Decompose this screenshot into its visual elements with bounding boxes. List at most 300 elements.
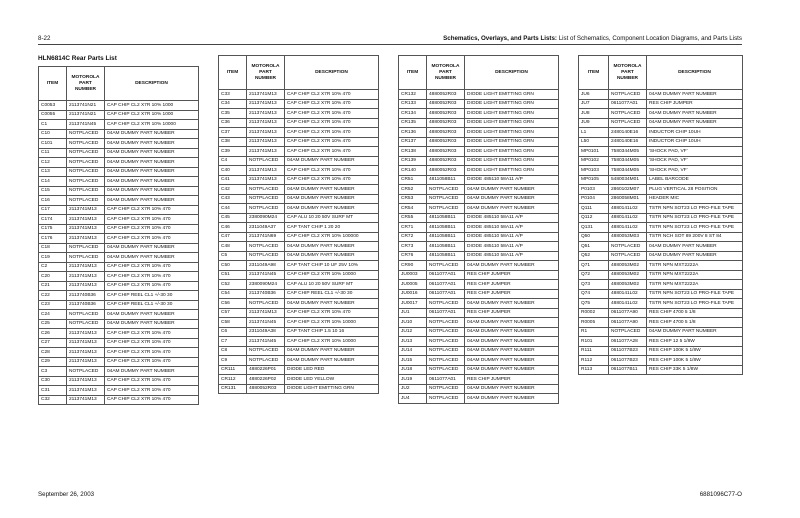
table-row — [399, 384, 559, 394]
part-number-cell: NOTPLACED — [427, 299, 465, 309]
description-cell: CAP CHIP CL2 X7R 10% 470 — [105, 205, 199, 215]
item-cell: CR138 — [399, 147, 427, 157]
description-cell: 04AM DUMMY PART NUMBER — [105, 196, 199, 206]
description-cell: 04AM DUMMY PART NUMBER — [647, 109, 743, 119]
part-number-cell: 4880053M02 — [609, 270, 647, 280]
table-row — [579, 232, 743, 242]
table-row — [39, 329, 199, 339]
description-cell: TSTR NPN SOT23 LO PRO-FILE TAPE — [647, 299, 743, 309]
item-cell: JU0005 — [399, 280, 427, 290]
part-number-cell: 0611077B23 — [609, 346, 647, 356]
table-row — [219, 90, 379, 100]
item-cell: JU0016 — [399, 289, 427, 299]
table-row — [399, 109, 559, 119]
table-row — [219, 346, 379, 356]
table-row — [579, 175, 743, 185]
part-number-cell: 7580344M05 — [609, 166, 647, 176]
part-number-cell: 4880052R03 — [427, 137, 465, 147]
description-cell: TSTR NPN MXT2222A — [647, 261, 743, 271]
description-cell: CAP CHIP CL2 X7R 10% 470 — [105, 338, 199, 348]
table-row — [39, 224, 199, 234]
column-header-item: ITEM — [399, 56, 427, 90]
item-cell: MP0105 — [579, 175, 609, 185]
item-cell: C34 — [219, 99, 247, 109]
description-cell: RES CHIP 33K 5 1/8W — [647, 365, 743, 375]
table-row — [579, 261, 743, 271]
table-row — [579, 128, 743, 138]
part-number-cell: 7580344M05 — [609, 147, 647, 157]
item-cell: JU0003 — [399, 270, 427, 280]
part-number-cell: NOTPLACED — [67, 186, 105, 196]
description-cell: 04AM DUMMY PART NUMBER — [105, 310, 199, 320]
part-number-cell: NOTPLACED — [427, 356, 465, 366]
part-number-cell: NOTPLACED — [67, 196, 105, 206]
part-number-cell: 0611077A28 — [609, 337, 647, 347]
description-cell: 04AM DUMMY PART NUMBER — [647, 242, 743, 252]
description-cell: 04AM DUMMY PART NUMBER — [465, 356, 559, 366]
part-number-cell: 2113741M13 — [67, 262, 105, 272]
table-row — [399, 232, 559, 242]
table-row — [219, 375, 379, 385]
table-row — [399, 156, 559, 166]
part-number-cell: 7580344M05 — [609, 156, 647, 166]
part-number-cell: 0611077A01 — [427, 308, 465, 318]
column-header-part-number: MOTOROLA PART NUMBER — [67, 67, 105, 101]
part-number-cell: NOTPLACED — [67, 158, 105, 168]
header-title-bold: Schematics, Overlays, and Parts Lists: — [443, 35, 557, 42]
item-cell: R111 — [579, 346, 609, 356]
column-header-part-number: MOTOROLA PART NUMBER — [247, 56, 285, 90]
item-cell: JU8 — [579, 109, 609, 119]
part-number-cell: 2113741M13 — [247, 99, 285, 109]
part-number-cell: NOTPLACED — [247, 242, 285, 252]
item-cell: C9 — [219, 356, 247, 366]
description-cell: 04AM DUMMY PART NUMBER — [647, 90, 743, 100]
item-cell: C32 — [39, 395, 67, 405]
table-row — [219, 299, 379, 309]
description-cell: 04AM DUMMY PART NUMBER — [465, 394, 559, 404]
table-row — [39, 196, 199, 206]
table-row — [579, 280, 743, 290]
part-number-cell: 4880226P01 — [247, 365, 285, 375]
description-cell: 04AM DUMMY PART NUMBER — [285, 185, 379, 195]
parts-table — [398, 55, 559, 404]
item-cell: L1 — [579, 128, 609, 138]
part-number-cell: 4880052R03 — [427, 99, 465, 109]
table-row — [39, 300, 199, 310]
item-cell: CR111 — [219, 365, 247, 375]
table-row — [399, 394, 559, 404]
part-number-cell: 4811058B11 — [427, 223, 465, 233]
table-row — [399, 213, 559, 223]
table-row — [219, 137, 379, 147]
item-cell: C24 — [39, 310, 67, 320]
description-cell: CAP CHIP CL2 X7R 10% 470 — [105, 215, 199, 225]
item-cell: MP0103 — [579, 166, 609, 176]
item-cell: CR51 — [399, 175, 427, 185]
item-cell: JU7 — [579, 99, 609, 109]
part-number-cell: 2311049A38 — [247, 327, 285, 337]
item-cell: C18 — [39, 243, 67, 253]
item-cell: C15 — [39, 186, 67, 196]
table-row — [579, 289, 743, 299]
column-header-description: DESCRIPTION — [285, 56, 379, 90]
part-number-cell: NOTPLACED — [427, 194, 465, 204]
description-cell: 'SHOCK PAD, VF' — [647, 156, 743, 166]
item-cell: CR136 — [399, 128, 427, 138]
description-cell: HEADER MIC — [647, 194, 743, 204]
item-cell: Q74 — [579, 289, 609, 299]
item-cell: C28 — [39, 348, 67, 358]
table-row — [39, 186, 199, 196]
table-row — [219, 99, 379, 109]
table-row — [219, 308, 379, 318]
part-number-cell: 2480140E16 — [609, 128, 647, 138]
item-cell: C39 — [219, 147, 247, 157]
item-cell: CR139 — [399, 156, 427, 166]
part-number-cell: 2113741N45 — [247, 337, 285, 347]
table-row — [39, 158, 199, 168]
description-cell: RES CHIP JUMPER — [465, 289, 559, 299]
description-cell: RES CHIP JUMPER — [465, 280, 559, 290]
item-cell: Q112 — [579, 213, 609, 223]
part-number-cell: 2113741M13 — [247, 175, 285, 185]
part-number-cell: 2860058M01 — [609, 194, 647, 204]
description-cell: RES CHIP JUMPER — [647, 99, 743, 109]
part-number-cell: NOTPLACED — [67, 148, 105, 158]
parts-table — [578, 55, 743, 375]
description-cell: CAP CHIP CL2 X7R 10% 470 — [105, 376, 199, 386]
footer-date: September 26, 2003 — [38, 491, 95, 498]
table-row — [39, 215, 199, 225]
part-number-cell: 4880053M02 — [609, 261, 647, 271]
description-cell: 04AM DUMMY PART NUMBER — [105, 139, 199, 149]
column-header-item: ITEM — [39, 67, 67, 101]
item-cell: JU19 — [399, 375, 427, 385]
description-cell: RES CHIP JUMPER — [465, 375, 559, 385]
item-cell: CR140 — [399, 166, 427, 176]
description-cell: 04AM DUMMY PART NUMBER — [465, 299, 559, 309]
part-number-cell: NOTPLACED — [427, 394, 465, 404]
description-cell: CAP TANT CHIP 1.5 10 16 — [285, 327, 379, 337]
item-cell: C31 — [39, 386, 67, 396]
table-row — [579, 99, 743, 109]
item-cell: Q131 — [579, 223, 609, 233]
table-row — [579, 242, 743, 252]
description-cell: DIODE 485110 58A11 A/P — [465, 175, 559, 185]
description-cell: DIODE LIGHT EMITTING GRN — [465, 128, 559, 138]
description-cell: CAP CHIP CL2 X7R 10% 470 — [105, 272, 199, 282]
table-row — [39, 243, 199, 253]
item-cell: C27 — [39, 338, 67, 348]
item-cell: CR54 — [399, 204, 427, 214]
header-title — [443, 35, 742, 42]
part-number-cell: 2113741M13 — [67, 329, 105, 339]
part-number-cell: NOTPLACED — [427, 384, 465, 394]
part-number-cell: 2113741N21 — [67, 101, 105, 111]
item-cell: C44 — [219, 204, 247, 214]
table-row — [399, 346, 559, 356]
part-number-cell: 4880052R03 — [427, 128, 465, 138]
table-row — [39, 386, 199, 396]
table-row — [39, 110, 199, 120]
description-cell: 04AM DUMMY PART NUMBER — [105, 319, 199, 329]
description-cell: 04AM DUMMY PART NUMBER — [105, 367, 199, 377]
description-cell: 04AM DUMMY PART NUMBER — [285, 356, 379, 366]
item-cell: C0053 — [39, 101, 67, 111]
item-cell: C2 — [39, 262, 67, 272]
table-row — [39, 129, 199, 139]
part-number-cell: 2113741M13 — [247, 90, 285, 100]
part-number-cell: 2113741M13 — [247, 308, 285, 318]
table-row — [39, 310, 199, 320]
item-cell: C1 — [39, 120, 67, 130]
item-cell: CR112 — [219, 375, 247, 385]
description-cell: CAP CHIP REEL CL1 +/-30 30 — [105, 291, 199, 301]
table-row — [219, 384, 379, 394]
table-row — [399, 204, 559, 214]
item-cell: C48 — [219, 242, 247, 252]
table-row — [579, 223, 743, 233]
part-number-cell: 4811058B11 — [427, 242, 465, 252]
table-row — [579, 109, 743, 119]
item-cell: C174 — [39, 215, 67, 225]
column-header-part-number: MOTOROLA PART NUMBER — [609, 56, 647, 90]
description-cell: CAP CHIP CL2 X7R 10% 470 — [105, 348, 199, 358]
part-number-cell: NOTPLACED — [67, 177, 105, 187]
description-cell: DIODE 485110 58A11 A/P — [465, 232, 559, 242]
description-cell: 04AM DUMMY PART NUMBER — [465, 337, 559, 347]
table-row — [579, 356, 743, 366]
part-number-cell: 2113741N45 — [247, 270, 285, 280]
part-number-cell: 4811058B11 — [427, 251, 465, 261]
table-row — [579, 194, 743, 204]
column-header-description: DESCRIPTION — [105, 67, 199, 101]
table-row — [399, 270, 559, 280]
description-cell: DIODE LIGHT EMITTING GRN — [465, 137, 559, 147]
description-cell: CAP CHIP CL2 X7R 10% 470 — [285, 308, 379, 318]
column-header-item: ITEM — [579, 56, 609, 90]
description-cell: DIODE 485110 58A11 A/P — [465, 251, 559, 261]
table-row — [219, 337, 379, 347]
table-row — [219, 213, 379, 223]
part-number-cell: NOTPLACED — [67, 367, 105, 377]
part-number-cell: NOTPLACED — [67, 167, 105, 177]
table-row — [579, 147, 743, 157]
table-row — [39, 120, 199, 130]
table-row — [219, 289, 379, 299]
item-cell: JU4 — [399, 394, 427, 404]
item-cell: P0103 — [579, 185, 609, 195]
description-cell: CAP CHIP CL2 X7R 10% 10000 — [285, 337, 379, 347]
part-number-cell: NOTPLACED — [427, 204, 465, 214]
description-cell: 04AM DUMMY PART NUMBER — [105, 148, 199, 158]
description-cell: DIODE LIGHT EMITTING GRN — [465, 90, 559, 100]
description-cell: PLUG VERTICAL 28 POSITION — [647, 185, 743, 195]
item-cell: R113 — [579, 365, 609, 375]
table-row — [399, 90, 559, 100]
part-number-cell: 0611077A01 — [427, 289, 465, 299]
description-cell: DIODE LIGHT EMITTING GRN — [465, 156, 559, 166]
item-cell: CR76 — [399, 251, 427, 261]
table-row — [399, 242, 559, 252]
description-cell: 04AM DUMMY PART NUMBER — [465, 194, 559, 204]
part-number-cell: 2380090M24 — [247, 213, 285, 223]
description-cell: INDUCTOR CHIP 10UH — [647, 128, 743, 138]
description-cell: 04AM DUMMY PART NUMBER — [465, 384, 559, 394]
table-row — [39, 367, 199, 377]
description-cell: 04AM DUMMY PART NUMBER — [465, 346, 559, 356]
part-number-cell: NOTPLACED — [609, 90, 647, 100]
part-number-cell: NOTPLACED — [67, 310, 105, 320]
item-cell: R0005 — [579, 318, 609, 328]
description-cell: CAP CHIP CL2 X7R 10% 470 — [105, 329, 199, 339]
part-number-cell: 4811058B11 — [427, 232, 465, 242]
description-cell: CAP ALU 10 20 50V SURF MT — [285, 213, 379, 223]
description-cell: 04AM DUMMY PART NUMBER — [465, 318, 559, 328]
part-number-cell: 2311049A37 — [247, 223, 285, 233]
item-cell: C29 — [39, 357, 67, 367]
part-number-cell: NOTPLACED — [67, 129, 105, 139]
description-cell: 04AM DUMMY PART NUMBER — [285, 346, 379, 356]
table-row — [219, 280, 379, 290]
table-row — [579, 327, 743, 337]
part-number-cell: 2113741M13 — [67, 205, 105, 215]
description-cell: CAP CHIP CL2 X7R 10% 470 — [285, 90, 379, 100]
table-row — [579, 137, 743, 147]
part-number-cell: NOTPLACED — [67, 243, 105, 253]
table-row — [39, 338, 199, 348]
item-cell: C57 — [219, 308, 247, 318]
table-row — [399, 308, 559, 318]
item-cell: CR137 — [399, 137, 427, 147]
table-row — [579, 346, 743, 356]
part-number-cell: 2113741M13 — [247, 137, 285, 147]
table-row — [219, 365, 379, 375]
footer-doc-number: 6881096C77-O — [699, 491, 742, 498]
item-cell: C0055 — [39, 110, 67, 120]
part-number-cell: 2113740B36 — [247, 289, 285, 299]
item-cell: C43 — [219, 194, 247, 204]
description-cell: 04AM DUMMY PART NUMBER — [647, 327, 743, 337]
item-cell: Q52 — [579, 251, 609, 261]
part-number-cell: NOTPLACED — [247, 299, 285, 309]
description-cell: CAP CHIP CL2 X7R 10% 470 — [105, 357, 199, 367]
table-row — [219, 327, 379, 337]
description-cell: TSTR NPN SOT23 LO PRO-FILE TAPE — [647, 289, 743, 299]
part-number-cell: 2480140E16 — [609, 137, 647, 147]
part-number-cell: 4880052R03 — [427, 90, 465, 100]
description-cell: CAP CHIP CL2 X7R 10% 470 — [105, 262, 199, 272]
part-number-cell: 0611077B11 — [609, 365, 647, 375]
item-cell: CR131 — [219, 384, 247, 394]
item-cell: C13 — [39, 167, 67, 177]
description-cell: 04AM DUMMY PART NUMBER — [285, 204, 379, 214]
item-cell: C36 — [219, 118, 247, 128]
part-number-cell: NOTPLACED — [67, 139, 105, 149]
table-row — [219, 194, 379, 204]
item-cell: JU12 — [399, 327, 427, 337]
part-number-cell: 2311049A98 — [247, 261, 285, 271]
item-cell: C3 — [39, 367, 67, 377]
description-cell: 04AM DUMMY PART NUMBER — [465, 204, 559, 214]
part-number-cell: 4880052R03 — [427, 118, 465, 128]
item-cell: C17 — [39, 205, 67, 215]
table-row — [219, 185, 379, 195]
item-cell: P0104 — [579, 194, 609, 204]
item-cell: C25 — [39, 319, 67, 329]
description-cell: DIODE LIGHT EMITTING GRN — [465, 118, 559, 128]
table-row — [399, 128, 559, 138]
part-number-cell: 2113741N45 — [67, 120, 105, 130]
part-number-cell: NOTPLACED — [427, 327, 465, 337]
description-cell: TSTR NCH SOT 89 200V 8 ST 84 — [647, 232, 743, 242]
table-row — [579, 299, 743, 309]
part-number-cell: 2113741M13 — [67, 348, 105, 358]
table-row — [219, 147, 379, 157]
table-row — [579, 251, 743, 261]
table-row — [399, 365, 559, 375]
item-cell: C6 — [219, 327, 247, 337]
item-cell: Q50 — [579, 232, 609, 242]
description-cell: DIODE LIGHT EMITTING GRN — [465, 147, 559, 157]
description-cell: CAP CHIP CL2 X7R 10% 1000 — [105, 101, 199, 111]
description-cell: RES CHIP JUMPER — [465, 270, 559, 280]
description-cell: CAP CHIP CL2 X7R 10% 470 — [105, 234, 199, 244]
part-number-cell: 4880052R03 — [427, 166, 465, 176]
table-row — [219, 118, 379, 128]
item-cell: Q72 — [579, 270, 609, 280]
item-cell: CR72 — [399, 232, 427, 242]
part-number-cell: NOTPLACED — [67, 253, 105, 263]
description-cell: DIODE 485110 58A11 A/P — [465, 213, 559, 223]
table-row — [219, 356, 379, 366]
table-row — [39, 395, 199, 405]
parts-table — [218, 55, 379, 394]
table-row — [399, 185, 559, 195]
part-number-cell: NOTPLACED — [247, 204, 285, 214]
description-cell: 04AM DUMMY PART NUMBER — [105, 253, 199, 263]
table-row — [219, 232, 379, 242]
table-row — [219, 318, 379, 328]
item-cell: C52 — [219, 280, 247, 290]
item-cell: C41 — [219, 175, 247, 185]
item-cell: C7 — [219, 337, 247, 347]
table-row — [219, 251, 379, 261]
header-title-rest: List of Schematics, Component Location Diagrams, and Parts Lists — [556, 35, 742, 42]
item-cell: CR52 — [399, 185, 427, 195]
table-row — [39, 139, 199, 149]
item-cell: JU1 — [399, 308, 427, 318]
description-cell: RES CHIP 4700 5 1/8 — [647, 308, 743, 318]
item-cell: CR53 — [399, 194, 427, 204]
description-cell: CAP CHIP CL2 X7R 10% 10000 — [285, 318, 379, 328]
description-cell: TSTR NPN SOT23 LO PRO-FILE TAPE — [647, 223, 743, 233]
item-cell: CR73 — [399, 242, 427, 252]
part-number-cell: 2113741M13 — [247, 128, 285, 138]
item-cell: C8 — [219, 346, 247, 356]
part-number-cell: 2860102M07 — [609, 185, 647, 195]
item-cell: C22 — [39, 291, 67, 301]
table-row — [579, 318, 743, 328]
description-cell: CAP CHIP CL2 X7R 10% 470 — [285, 118, 379, 128]
table-row — [219, 128, 379, 138]
item-cell: Q71 — [579, 261, 609, 271]
item-cell: C33 — [219, 90, 247, 100]
table-row — [39, 272, 199, 282]
description-cell: CAP CHIP CL2 X7R 10% 100000 — [285, 232, 379, 242]
description-cell: INDUCTOR CHIP 10UH — [647, 137, 743, 147]
